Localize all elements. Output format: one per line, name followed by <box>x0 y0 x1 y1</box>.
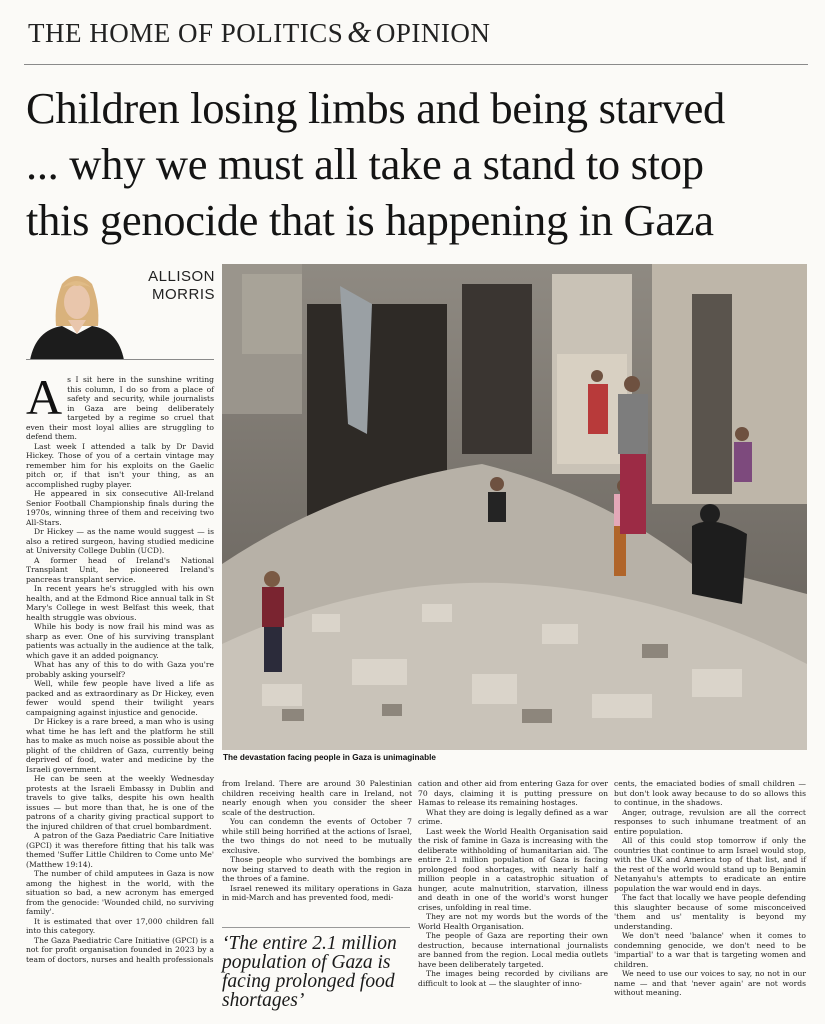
col3-paragraph: cation and other aid from entering Gaza for over 70 days, claiming it is putting pressure on Hamas to release its remaining hostages. <box>418 779 608 807</box>
col1-paragraph: What has any of this to do with Gaza you're probably asking yourself? <box>26 660 214 679</box>
col4-paragraph: Anger, outrage, revulsion are all the correct responses to such inhumane treatment of an entire population. <box>614 807 806 836</box>
byline-divider <box>26 359 214 360</box>
author-portrait <box>26 264 128 360</box>
col4-paragraph: The fact that locally we have people defending this slaughter because of some misconceived 'them and us' mentality is beyond my understanding. <box>614 893 806 931</box>
pull-quote: ‘The entire 2.1 million population of Gaza is facing prolonged food shortages’ <box>222 933 397 1011</box>
col2-paragraph: from Ireland. There are around 30 Palestinian children receiving health care in Ireland, not nearly enough when you consider the sheer scale of the destruction. <box>222 779 412 817</box>
drop-cap: A <box>26 369 63 425</box>
headline-line-1: Children losing limbs and being starved <box>26 83 725 133</box>
col1-paragraph: In recent years he's struggled with his own health, and at the Edmond Rice annual talk in St Mary's College in west Belfast this week, that health struggle was obvious. <box>26 584 214 622</box>
col1-paragraph: He can be seen at the weekly Wednesday protests at the Israeli Embassy in Dublin and travels to give talks, despite his own health issues — but more than that, he is one of the patrons of a charity giving practical support to the injured children of that cruel bombardment. <box>26 774 214 831</box>
photo-caption: The devastation facing people in Gaza is unimaginable <box>223 753 436 762</box>
col1-paragraph: Well, while few people have lived a life as packed and as extraordinary as Dr Hickey, even fewer would spend their twilight years campaigning against injustice and genocide. <box>26 679 214 717</box>
col1-paragraph: The Gaza Paediatric Care Initiative (GPCI) is a not for profit organisation founded in 2023 by a team of doctors, nurses and health professionals <box>26 935 214 964</box>
col3-paragraph: What they are doing is legally defined as a war crime. <box>418 807 608 826</box>
col1-paragraph: Dr Hickey is a rare breed, a man who is using what time he has left and the platform he still has to make as much noise as possible about the plight of the children of Gaza, currently being deprived of food, water and medicine by the Israeli government. <box>26 717 214 774</box>
kicker-divider <box>24 64 808 65</box>
byline-first-name: ALLISON <box>148 268 215 285</box>
col1-paragraph: A former head of Ireland's National Transplant Unit, he pioneered Ireland's pancreas transplant service. <box>26 555 214 584</box>
col4-paragraph: We need to use our voices to say, no not in our name — and that 'never again' are not words without meaning. <box>614 969 806 997</box>
col1-paragraph: The number of child amputees in Gaza is now among the highest in the world, with the situation so bad, a new acronym has emerged from the genocide: 'Wounded child, no surviving family'. <box>26 869 214 916</box>
headline-line-3: this genocide that is happening in Gaza <box>26 195 714 245</box>
col3-paragraph: The images being recorded by civilians are difficult to look at — the slaughter of inno- <box>418 969 608 988</box>
col1-paragraph: A patron of the Gaza Paediatric Care Initiative (GPCI) it was therefore fitting that his talk was themed 'Suffer Little Children to Come unto Me' (Matthew 19:14). <box>26 831 214 869</box>
kicker-ampersand: & <box>347 14 372 49</box>
column-3 <box>418 779 608 988</box>
col1-paragraph: Dr Hickey — as the name would suggest — is also a retired surgeon, having studied medicine at University College Dublin (UCD). <box>26 527 214 555</box>
pull-quote-rule <box>222 927 410 928</box>
col1-paragraph: While his body is now frail his mind was as sharp as ever. One of his surviving transplant patients was actually in the audience at the talk, which gave it an added poignancy. <box>26 622 214 660</box>
col4-paragraph: All of this could stop tomorrow if only the countries that continue to arm Israel would stop, with the UK and America top of that list, and if the rest of the world would stand up to Benjamin Netanyahu's attempts to eradicate an entire population the war would end in days. <box>614 836 806 893</box>
col2-paragraph: Israel renewed its military operations in Gaza in mid-March and has prevented food, medi- <box>222 883 412 902</box>
col2-paragraph: Those people who survived the bombings are now being starved to death with the region in the throes of a famine. <box>222 855 412 883</box>
col1-paragraph: Last week I attended a talk by Dr David Hickey. Those of you of a certain vintage may remember him for his exploits on the Gaelic pitch or, if that isn't your thing, as an accomplished rugby player. <box>26 441 214 489</box>
kicker-part2: OPINION <box>375 18 491 48</box>
column-1 <box>26 369 214 964</box>
byline <box>130 268 215 304</box>
col1-paragraph: He appeared in six consecutive All-Ireland Senior Football Championship finals during the 1970s, winning three of them and receiving two All-Stars. <box>26 489 214 527</box>
column-4 <box>614 779 806 998</box>
main-photo <box>222 264 807 750</box>
kicker-part1: THE HOME OF POLITICS <box>28 18 344 48</box>
headline-line-2: ... why we must all take a stand to stop <box>26 139 704 189</box>
col3-paragraph: The people of Gaza are reporting their own destruction, because international journalists are banned from the region. Local media outlets have been deliberately targeted. <box>418 931 608 969</box>
col1-paragraph: It is estimated that over 17,000 children fall into this category. <box>26 916 214 935</box>
headline <box>26 80 816 248</box>
col4-paragraph: We don't need 'balance' when it comes to condemning genocide, we don't need to be 'impartial' to a war that is targeting women and children. <box>614 931 806 969</box>
column-2 <box>222 779 412 903</box>
section-kicker <box>28 14 490 50</box>
col3-paragraph: They are not my words but the words of the World Health Organisation. <box>418 912 608 931</box>
byline-last-name: MORRIS <box>152 286 215 303</box>
col2-paragraph: You can condemn the events of October 7 while still being horrified at the actions of Israel, the two things do not need to be mutually exclusive. <box>222 817 412 855</box>
col4-paragraph: cents, the emaciated bodies of small children — but don't look away because to do so allows this to continue, in the shadows. <box>614 779 806 807</box>
col3-paragraph: Last week the World Health Organisation said the risk of famine in Gaza is increasing with the deliberate withholding of humanitarian aid. The entire 2.1 million population of Gaza is facing prolonged food shortages, with nearly half a million people in a catastrophic situation of hunger, acute malnutrition, starvation, illness and death in one of the world's worst hunger crises, unfolding in real time. <box>418 826 608 912</box>
col1-paragraph: s I sit here in the sunshine writing this column, I do so from a place of safety and security, while journalists in Gaza are being deliberately targeted by a regime so cruel that even their most loyal allies are struggling to defend them. <box>26 375 214 441</box>
